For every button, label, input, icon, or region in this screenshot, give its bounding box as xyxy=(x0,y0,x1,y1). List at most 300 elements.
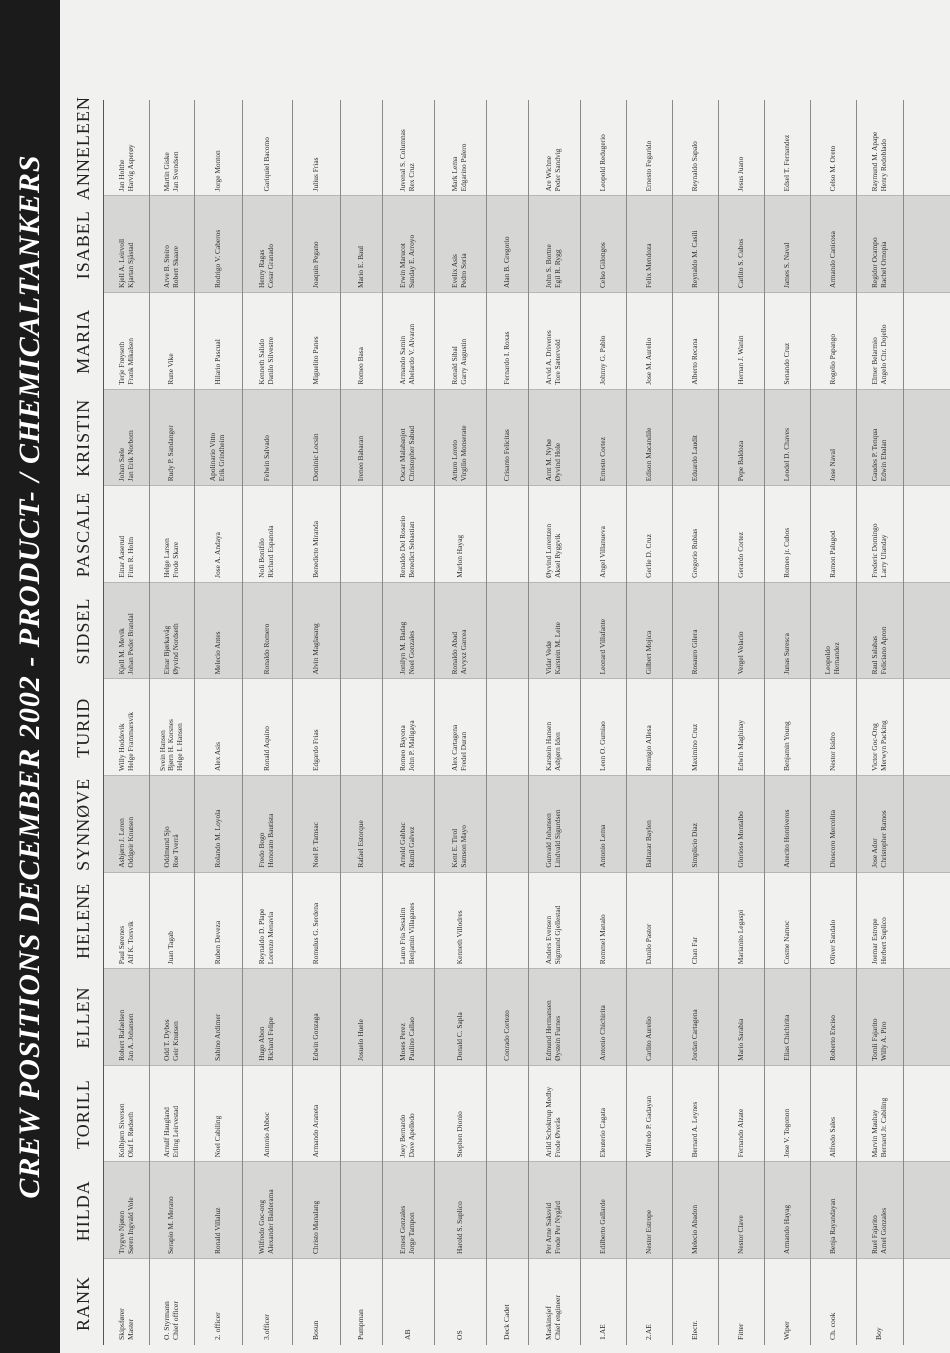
crew-cell xyxy=(580,197,626,293)
crew-name: Romeo Bayona xyxy=(398,725,408,771)
crew-name: Sigmund Gjellestad xyxy=(553,905,562,965)
crew-name: Asbjørn J. Leren xyxy=(116,818,126,868)
crew-name: Cosme Namoc xyxy=(781,920,791,965)
crew-cell xyxy=(434,101,486,197)
crew-cell xyxy=(340,487,382,583)
rank-label: 3.officer xyxy=(261,1314,271,1340)
crew-cell xyxy=(149,777,194,873)
crew-name: Dioscoro Mercolita xyxy=(827,809,837,868)
crew-cell xyxy=(718,680,764,776)
crew-name: Lorenzo Menavia xyxy=(266,911,275,965)
crew-name: Rex Cruz xyxy=(407,163,416,192)
crew-name: Sunday E. Arroyo xyxy=(407,234,416,288)
rank-cell xyxy=(194,1260,242,1345)
crew-name: Gerlie D. Cruz xyxy=(643,534,653,578)
crew-cell xyxy=(104,391,149,487)
crew-cell xyxy=(382,680,434,776)
crew-cell xyxy=(486,197,528,293)
crew-name: Olaf I. Rødseth xyxy=(125,1112,135,1158)
crew-cell xyxy=(149,1067,194,1163)
crew-name: Fernando Alzate xyxy=(735,1108,745,1158)
crew-name: Leon O. Gumiao xyxy=(597,721,607,771)
crew-cell xyxy=(486,294,528,390)
rank-label: Chief officer xyxy=(170,1301,180,1340)
crew-cell xyxy=(434,874,486,970)
crew-name: Miguelito Panes xyxy=(310,336,320,385)
crew-name: Alvin Maglasang xyxy=(310,623,320,675)
crew-name: Ronald Aquino xyxy=(261,726,271,771)
crew-name: Eduardo Laudit xyxy=(689,435,699,482)
crew-cell xyxy=(718,294,764,390)
crew-cell xyxy=(626,487,672,583)
crew-name: Danilo Pastor xyxy=(643,923,653,965)
crew-cell xyxy=(528,777,580,873)
crew-name: Jesus Juano xyxy=(735,156,745,192)
crew-cell xyxy=(194,294,242,390)
crew-cell xyxy=(810,1163,856,1259)
crew-cell xyxy=(718,1067,764,1163)
crew-name: Reynaldo Sapalo xyxy=(689,141,699,192)
crew-cell xyxy=(194,777,242,873)
crew-name: Juvenal S. Columnas xyxy=(398,129,408,192)
crew-cell xyxy=(764,680,810,776)
column-header: RANK xyxy=(72,1275,93,1331)
crew-name: Larry Ulanday xyxy=(878,534,888,578)
crew-cell xyxy=(340,584,382,680)
crew-name: Erwin Marucot xyxy=(398,243,408,288)
crew-name: Leodel D. Chaves xyxy=(781,428,791,482)
crew-cell xyxy=(486,391,528,487)
crew-cell xyxy=(434,294,486,390)
crew-name: Frode Skare xyxy=(170,541,180,578)
page-title: CREW POSITIONS DECEMBER 2002 - PRODUCT- / CHEMICALTANKERS xyxy=(0,0,60,1353)
crew-name: Edwin Ebalan xyxy=(878,439,888,482)
crew-cell xyxy=(292,584,340,680)
crew-name: Wilfredo Goc-ong xyxy=(257,1199,267,1254)
crew-name: Jose V. Togonon xyxy=(781,1108,791,1158)
crew-name: Celso M. Oreto xyxy=(827,145,837,192)
crew-name: Aksel Ryggvik xyxy=(553,533,562,578)
crew-name: Gariquiel Bacomo xyxy=(261,137,271,192)
crew-cell xyxy=(764,584,810,680)
crew-name: Johan Peder Brandal xyxy=(125,613,135,675)
crew-name: Cesar Granado xyxy=(266,243,275,288)
crew-cell xyxy=(626,1067,672,1163)
crew-name: Fredel Duran xyxy=(459,731,468,771)
crew-name: Glorioso Montalbo xyxy=(735,811,745,868)
crew-cell xyxy=(486,777,528,873)
crew-name: John P. Maligaya xyxy=(407,720,416,771)
crew-name: Kenneth Villodres xyxy=(454,910,464,965)
crew-cell xyxy=(626,970,672,1066)
crew-name: Armando Araneta xyxy=(310,1104,320,1158)
crew-cell xyxy=(718,970,764,1066)
crew-cell xyxy=(104,584,149,680)
crew-name: Reynaldo M. Casili xyxy=(689,230,699,288)
crew-cell xyxy=(382,777,434,873)
crew-cell xyxy=(292,391,340,487)
rank-label: OS xyxy=(454,1330,464,1340)
crew-name: Armando Samin xyxy=(398,335,408,385)
column-header: MARIA xyxy=(72,308,93,374)
crew-cell xyxy=(340,294,382,390)
crew-cell xyxy=(292,1163,340,1259)
crew-name: Kenneth Salido xyxy=(257,338,267,385)
crew-name: Helge Larsen xyxy=(161,538,171,578)
crew-cell xyxy=(718,874,764,970)
crew-cell xyxy=(528,680,580,776)
crew-cell xyxy=(810,391,856,487)
crew-name: Gaudes P. Tenqua xyxy=(869,428,879,482)
crew-name: Elias Chichirita xyxy=(781,1014,791,1061)
crew-name: Jorge Monton xyxy=(212,150,222,192)
crew-name: Maximino Cruz xyxy=(689,723,699,771)
crew-cell xyxy=(856,1067,903,1163)
crew-name: Melecio Antes xyxy=(212,631,222,675)
crew-cell xyxy=(810,101,856,197)
crew-name: Oddgeir Knutsen xyxy=(125,816,135,868)
crew-name: Angelo Chr. Dojello xyxy=(878,324,888,385)
rank-label: Electr. xyxy=(689,1320,699,1340)
crew-cell xyxy=(810,584,856,680)
rank-cell xyxy=(810,1260,856,1345)
crew-cell xyxy=(580,487,626,583)
crew-name: Honorato Bautista xyxy=(266,813,275,868)
crew-name: Raul Salabas xyxy=(869,636,879,675)
crew-name: Harvig Asperøy xyxy=(125,144,135,192)
crew-cell xyxy=(856,970,903,1066)
crew-cell xyxy=(486,584,528,680)
crew-name: Bernard A. Leynes xyxy=(689,1101,699,1158)
crew-name: Regidor Ocampo xyxy=(869,237,879,288)
crew-cell xyxy=(856,487,903,583)
crew-cell xyxy=(434,1067,486,1163)
crew-cell xyxy=(856,294,903,390)
crew-cell xyxy=(764,391,810,487)
crew-name: Ronald Villaluz xyxy=(212,1207,222,1254)
crew-name: Rolando M. Loyola xyxy=(212,809,222,868)
crew-name: Joaquin Pegano xyxy=(310,241,320,288)
crew-cell xyxy=(580,970,626,1066)
crew-cell xyxy=(194,101,242,197)
rank-cell xyxy=(486,1260,528,1345)
crew-name: Angel Villanueva xyxy=(597,526,607,578)
crew-name: Feliciano Apron xyxy=(878,626,888,675)
crew-cell xyxy=(340,680,382,776)
crew-cell xyxy=(242,487,292,583)
crew-name: Ronaldo Romero xyxy=(261,623,271,675)
crew-cell xyxy=(626,874,672,970)
crew-name: Edison Macandile xyxy=(643,427,653,482)
crew-name: Jose Naval xyxy=(827,448,837,482)
crew-name: Tore Sætervold xyxy=(553,339,562,385)
crew-name: Roe Tverrå xyxy=(170,834,180,868)
crew-name: Lindvald Sigurdsen xyxy=(553,809,562,868)
crew-cell xyxy=(194,391,242,487)
crew-name: Hernandez xyxy=(832,642,841,675)
crew-name: Jan Erik Norbom xyxy=(125,430,135,482)
crew-name: Søren Ingvald Vole xyxy=(125,1197,135,1254)
crew-cell xyxy=(764,487,810,583)
crew-cell xyxy=(580,1067,626,1163)
crew-name: Willy A. Piro xyxy=(878,1021,888,1061)
crew-cell xyxy=(382,1163,434,1259)
crew-name: Edilberto Gallarde xyxy=(597,1199,607,1254)
column-header: TORILL xyxy=(72,1079,93,1149)
crew-cell xyxy=(194,680,242,776)
crew-name: Jan A. Johansen xyxy=(125,1013,135,1061)
crew-cell xyxy=(580,777,626,873)
crew-name: Edmund Hermansen xyxy=(544,1000,554,1061)
crew-cell xyxy=(580,584,626,680)
rank-cell xyxy=(626,1260,672,1345)
crew-cell xyxy=(486,680,528,776)
crew-name: Edgardo Frias xyxy=(310,729,320,771)
crew-cell xyxy=(242,1163,292,1259)
column-header: ISABEL xyxy=(72,210,93,280)
crew-name: Evelix Asis xyxy=(450,254,460,288)
rank-label: Pumpman xyxy=(355,1309,365,1340)
crew-cell xyxy=(856,1163,903,1259)
rank-cell xyxy=(580,1260,626,1345)
crew-name: Arve B. Steiro xyxy=(161,245,171,288)
crew-name: Marvin Mauhay xyxy=(869,1109,879,1158)
crew-name: Oddmund Sjo xyxy=(161,826,171,868)
crew-name: Sabino Ardimer xyxy=(212,1013,222,1061)
crew-name: Leopoldo xyxy=(823,646,833,675)
rank-label: Ch. cook xyxy=(827,1312,837,1340)
crew-name: Pedro Soria xyxy=(459,253,468,288)
crew-cell xyxy=(104,1163,149,1259)
crew-cell xyxy=(626,680,672,776)
crew-cell xyxy=(528,874,580,970)
crew-cell xyxy=(194,584,242,680)
crew-cell xyxy=(340,197,382,293)
crew-cell xyxy=(340,777,382,873)
crew-name: Alf K. Torsvik xyxy=(125,921,135,965)
crew-name: Elmer Belarmio xyxy=(869,337,879,385)
crew-name: Helge I. Hansen xyxy=(174,723,184,771)
crew-cell xyxy=(810,487,856,583)
crew-cell xyxy=(242,1067,292,1163)
crew-name: Johan Sæle xyxy=(116,447,126,482)
crew-name: Henry Redoblado xyxy=(878,139,888,192)
crew-name: James S. Naval xyxy=(781,242,791,288)
crew-name: Armando Canicosa xyxy=(827,231,837,288)
crew-cell xyxy=(486,970,528,1066)
crew-name: Ronald Sibal xyxy=(450,346,460,385)
rank-label: Master xyxy=(125,1318,135,1340)
crew-cell xyxy=(434,970,486,1066)
crew-name: Gilbert Mojica xyxy=(643,630,653,675)
crew-name: Erling Leirvestad xyxy=(170,1105,180,1158)
rank-label: Boy xyxy=(874,1327,884,1340)
crew-name: Robert Rafaelsen xyxy=(116,1009,126,1061)
crew-name: Ronaldo Abad xyxy=(450,631,460,675)
crew-cell xyxy=(242,874,292,970)
crew-name: Richard Felipe xyxy=(266,1017,275,1061)
crew-cell xyxy=(149,197,194,293)
crew-name: Øyvind Lorentzen xyxy=(544,523,554,578)
crew-cell xyxy=(242,680,292,776)
crew-name: Jorge Tampon xyxy=(407,1212,416,1254)
crew-name: Reynaldo D. Plape xyxy=(257,908,267,965)
crew-name: Ramil Galvez xyxy=(407,826,416,868)
crew-name: Chan Far xyxy=(689,936,699,965)
crew-name: Erik Grindheim xyxy=(217,434,226,482)
crew-cell xyxy=(292,294,340,390)
crew-cell xyxy=(104,294,149,390)
crew-cell xyxy=(764,101,810,197)
crew-cell xyxy=(528,584,580,680)
crew-name: Hernan J. Wanin xyxy=(735,335,745,385)
rank-label: AB xyxy=(402,1329,412,1340)
crew-cell xyxy=(242,970,292,1066)
crew-cell xyxy=(626,777,672,873)
crew-name: Nestor Estrope xyxy=(643,1209,653,1254)
crew-name: Karstein M. Leite xyxy=(553,622,562,675)
crew-cell xyxy=(292,1067,340,1163)
crew-name: Per Arne Saksvid xyxy=(544,1202,554,1254)
crew-name: Rodrigo V. Caberos xyxy=(212,229,222,288)
crew-name: Julius Frias xyxy=(310,157,320,192)
crew-name: Vergel Velacio xyxy=(735,631,745,675)
crew-cell xyxy=(340,1163,382,1259)
crew-cell xyxy=(194,197,242,293)
crew-name: Romeo jr. Cubos xyxy=(781,527,791,578)
crew-name: Melecio Abadon xyxy=(689,1204,699,1254)
crew-name: Celso Gilongos xyxy=(597,242,607,288)
crew-table xyxy=(64,0,950,1345)
crew-name: Helge Frammarsvik xyxy=(125,712,135,771)
crew-name: Danilo Silvestre xyxy=(266,336,275,385)
crew-cell xyxy=(242,391,292,487)
crew-cell xyxy=(580,391,626,487)
crew-name: Junas Suresca xyxy=(781,633,791,675)
crew-cell xyxy=(149,101,194,197)
crew-name: Josuelo Huele xyxy=(355,1019,365,1061)
crew-name: Henry Ragas xyxy=(257,249,267,288)
crew-name: Edwin Gonzaga xyxy=(310,1013,320,1061)
crew-cell xyxy=(856,777,903,873)
crew-name: Terje Frøyseth xyxy=(116,341,126,385)
crew-name: Bjørn H. Korsnes xyxy=(166,719,176,771)
crew-cell xyxy=(856,680,903,776)
crew-name: Frank Mikalsen xyxy=(125,338,135,385)
crew-cell xyxy=(528,197,580,293)
crew-name: Felwin Salvado xyxy=(261,435,271,482)
crew-cell xyxy=(486,1163,528,1259)
crew-name: Leonard Villafante xyxy=(597,618,607,675)
crew-name: Felix Mendoza xyxy=(643,243,653,288)
crew-name: Benedicto Miranda xyxy=(310,520,320,578)
column-header: ANNELEEN xyxy=(72,96,93,201)
rank-label: Wiper xyxy=(781,1321,791,1340)
crew-cell xyxy=(382,101,434,197)
rank-cell xyxy=(104,1260,149,1345)
crew-name: Hugo Abon xyxy=(257,1026,267,1061)
crew-name: Mario Sarabia xyxy=(735,1018,745,1061)
crew-name: Kjell M. Mevik xyxy=(116,628,126,675)
crew-cell xyxy=(149,584,194,680)
column-header: SYNNØVE xyxy=(72,777,93,871)
crew-name: Antonio Lema xyxy=(597,824,607,868)
crew-cell xyxy=(580,1163,626,1259)
crew-name: Arild Schoktrup Medby xyxy=(544,1086,554,1158)
crew-cell xyxy=(104,874,149,970)
crew-cell xyxy=(104,101,149,197)
crew-cell xyxy=(626,294,672,390)
crew-name: Paul Sørenes xyxy=(116,925,126,965)
crew-name: John S. Bortne xyxy=(544,244,554,288)
rank-cell xyxy=(718,1260,764,1345)
crew-name: Lauro Fria Sesalim xyxy=(398,907,408,965)
crew-cell xyxy=(672,777,718,873)
crew-name: Bernard Jr. Cabiling xyxy=(878,1097,888,1158)
rank-cell xyxy=(434,1260,486,1345)
crew-name: Carlito S. Cubos xyxy=(735,238,745,288)
column-header: PASCALE xyxy=(72,491,93,578)
crew-name: Armando Hayag xyxy=(781,1204,791,1254)
crew-name: Donald C. Sapla xyxy=(454,1012,464,1061)
crew-cell xyxy=(528,1163,580,1259)
crew-cell xyxy=(104,487,149,583)
crew-cell xyxy=(856,874,903,970)
crew-name: Renaldo Del Rosario xyxy=(398,515,408,578)
crew-name: Edwin Maghinay xyxy=(735,719,745,771)
crew-name: Romeo Basa xyxy=(355,347,365,385)
crew-name: Remigio Allesa xyxy=(643,725,653,771)
crew-name: Arnt M. Nybø xyxy=(544,439,554,482)
crew-name: Alberto Recana xyxy=(689,338,699,385)
crew-cell xyxy=(104,777,149,873)
crew-cell xyxy=(672,1067,718,1163)
crew-cell xyxy=(382,970,434,1066)
crew-cell xyxy=(149,1163,194,1259)
crew-name: Ernesto Cortez xyxy=(597,437,607,482)
crew-name: Rogelio Papango xyxy=(827,333,837,385)
crew-cell xyxy=(672,680,718,776)
crew-name: Herbert Suplico xyxy=(878,917,888,965)
crew-cell xyxy=(149,680,194,776)
crew-cell xyxy=(672,294,718,390)
crew-cell xyxy=(382,197,434,293)
crew-name: Alfredo Sales xyxy=(827,1116,837,1158)
crew-name: Ernest Gonzales xyxy=(398,1205,408,1254)
crew-cell xyxy=(856,197,903,293)
crew-name: Egil R. Rygg xyxy=(553,249,562,288)
crew-cell xyxy=(104,1067,149,1163)
crew-name: Anders Evensen xyxy=(544,915,554,965)
crew-cell xyxy=(856,101,903,197)
crew-name: Baltazar Baylen xyxy=(643,820,653,868)
crew-cell xyxy=(382,294,434,390)
crew-cell xyxy=(242,294,292,390)
crew-name: Are Wichne xyxy=(544,155,554,192)
crew-name: Hilario Pascual xyxy=(212,339,222,385)
crew-name: Noel Cabiling xyxy=(212,1115,222,1158)
crew-cell xyxy=(434,1163,486,1259)
crew-name: Willy Hoddevik xyxy=(116,723,126,771)
crew-name: Arnel Gonzales xyxy=(878,1207,888,1254)
crew-cell xyxy=(434,391,486,487)
crew-name: Ernesto Fegarido xyxy=(643,140,653,192)
crew-name: Jan Holthe xyxy=(116,159,126,192)
crew-cell xyxy=(626,1163,672,1259)
crew-name: Einar Bjørkavåg xyxy=(161,625,171,675)
crew-cell xyxy=(764,197,810,293)
crew-name: Roberto Enciso xyxy=(827,1015,837,1061)
